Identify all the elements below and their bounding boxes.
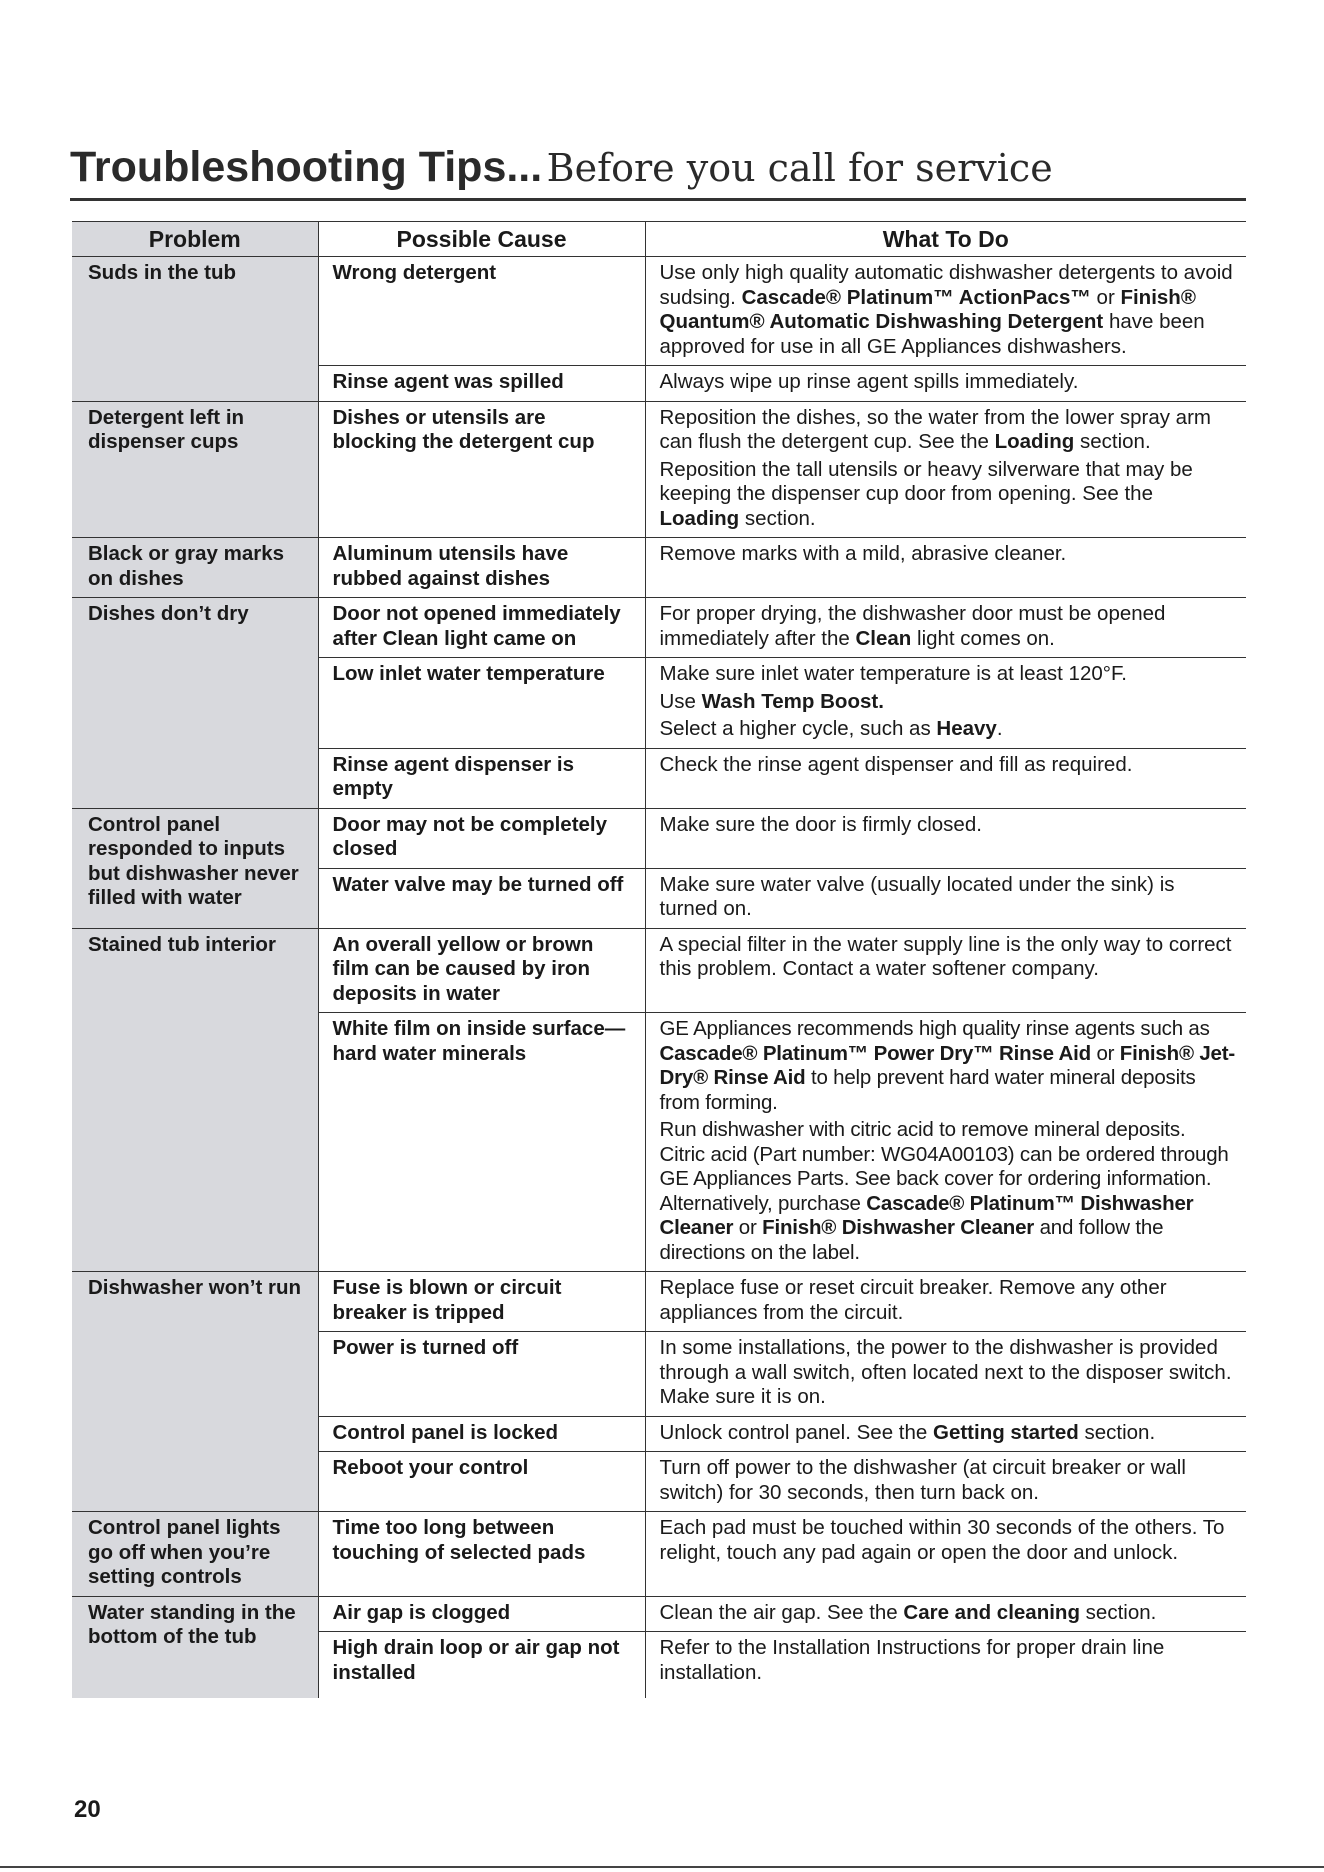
header-problem: Problem	[72, 222, 318, 257]
todo-cell	[645, 257, 1246, 366]
page-title	[70, 143, 1053, 192]
todo-bold: Clean	[855, 626, 912, 650]
todo-bold: Cascade® Platinum™ Power Dry™ Rinse Aid	[659, 1041, 1091, 1065]
table-row	[72, 1272, 1246, 1332]
header-cause: Possible Cause	[318, 222, 645, 257]
table-row	[72, 1512, 1246, 1597]
todo-cell	[645, 598, 1246, 658]
todo-cell: Remove marks with a mild, abrasive cleaner.	[645, 538, 1246, 598]
table-row	[72, 598, 1246, 658]
table-row	[72, 928, 1246, 1013]
cause-cell: Low inlet water temperature	[318, 658, 645, 749]
todo-text: GE Appliances recommends high quality rinse agents such as	[659, 1017, 1210, 1040]
page-header	[70, 136, 1246, 201]
table-row	[72, 257, 1246, 366]
todo-bold: Care and cleaning	[903, 1600, 1080, 1624]
todo-text: Reposition the tall utensils or heavy silverware that may be keeping the dispenser cup door from opening. See the	[659, 457, 1193, 505]
todo-cell: Make sure the door is firmly closed.	[645, 808, 1246, 868]
todo-text: section.	[1079, 1600, 1157, 1624]
cause-cell: Time too long between touching of selected pads	[318, 1512, 645, 1597]
table-header-row	[72, 222, 1246, 257]
cause-cell: Dishes or utensils are blocking the detergent cup	[318, 401, 645, 538]
cause-cell: Door may not be completely closed	[318, 808, 645, 868]
todo-cell: Check the rinse agent dispenser and fill as required.	[645, 748, 1246, 808]
todo-cell: A special filter in the water supply line is the only way to correct this problem. Contact a water softener company.	[645, 928, 1246, 1013]
cause-cell: Reboot your control	[318, 1452, 645, 1512]
problem-cell: Stained tub interior	[72, 928, 318, 1272]
problem-cell: Control panel lights go off when you’re setting controls	[72, 1512, 318, 1597]
todo-text: For proper drying, the dishwasher door must be opened immediately after the	[659, 602, 1166, 650]
cause-cell: Rinse agent dispenser is empty	[318, 748, 645, 808]
table-row	[72, 1596, 1246, 1632]
todo-text: .	[996, 717, 1003, 740]
problem-cell: Suds in the tub	[72, 257, 318, 402]
table-row	[72, 401, 1246, 538]
cause-cell: An overall yellow or brown film can be caused by iron deposits in water	[318, 928, 645, 1013]
todo-cell: Refer to the Installation Instructions for proper drain line installation.	[659, 1636, 1165, 1684]
cause-cell: Fuse is blown or circuit breaker is tripped	[318, 1272, 645, 1332]
todo-cell	[645, 1013, 1246, 1272]
todo-text: or	[1090, 285, 1121, 309]
todo-text: section.	[739, 506, 816, 530]
table-row	[72, 808, 1246, 868]
todo-text: or	[733, 1216, 763, 1239]
todo-cell	[645, 1596, 1246, 1632]
todo-bold: Finish® Quantum® Automatic Dishwashing Detergent	[659, 285, 1196, 333]
todo-cell	[645, 658, 1246, 749]
cause-cell: Rinse agent was spilled	[318, 366, 645, 402]
problem-cell: Black or gray marks on dishes	[72, 538, 318, 598]
todo-bold: Heavy	[936, 717, 997, 740]
todo-text: have been approved for use in all GE Appliances dishwashers.	[659, 310, 1205, 358]
problem-cell: Dishes don’t dry	[72, 598, 318, 809]
cause-cell: Air gap is clogged	[318, 1596, 645, 1632]
problem-cell: Water standing in the bottom of the tub	[72, 1596, 318, 1698]
cause-cell: Control panel is locked	[318, 1416, 645, 1452]
todo-text: and follow the directions on the label.	[659, 1216, 1164, 1264]
page-number: 20	[74, 1796, 101, 1823]
bottom-divider	[0, 1866, 1324, 1868]
todo-text: Use only high quality automatic dishwasher detergents to avoid sudsing.	[659, 261, 1233, 309]
problem-cell: Detergent left in dispenser cups	[72, 401, 318, 538]
todo-text: or	[1090, 1041, 1120, 1065]
todo-cell: Make sure water valve (usually located under the sink) is turned on.	[645, 868, 1246, 928]
cause-cell: Aluminum utensils have rubbed against dishes	[318, 538, 645, 598]
todo-bold: Cascade® Platinum™ ActionPacs™	[741, 285, 1091, 309]
todo-cell: Turn off power to the dishwasher (at circuit breaker or wall switch) for 30 seconds, then turn back on.	[645, 1452, 1246, 1512]
todo-cell: In some installations, the power to the dishwasher is provided through a wall switch, often located next to the disposer switch. Make sure it is on.	[645, 1332, 1246, 1417]
cause-cell: White film on inside surface— hard water minerals	[318, 1013, 645, 1272]
todo-bold: Loading	[659, 506, 740, 530]
todo-bold: Finish® Dishwasher Cleaner	[762, 1216, 1035, 1239]
todo-cell: Replace fuse or reset circuit breaker. Remove any other appliances from the circuit.	[645, 1272, 1246, 1332]
cause-cell: Power is turned off	[318, 1332, 645, 1417]
todo-text: section.	[1078, 1420, 1156, 1444]
todo-text: Make sure inlet water temperature is at least 120°F.	[659, 662, 1127, 685]
title-bold: Troubleshooting Tips...	[70, 143, 543, 191]
table-row	[72, 538, 1246, 598]
todo-cell	[645, 1416, 1246, 1452]
todo-bold: Cascade® Platinum™ Dishwasher Cleaner	[659, 1191, 1194, 1239]
todo-text: Clean the air gap. See the	[659, 1600, 904, 1624]
todo-bold: Wash Temp Boost.	[701, 689, 884, 713]
troubleshooting-table	[72, 221, 1246, 1698]
todo-text: Run dishwasher with citric acid to remove mineral deposits. Citric acid (Part number: WG04A00103) can be ordered through GE Appliances Parts. See back cover for ordering information. Alternatively, purchase	[659, 1118, 1229, 1215]
cause-cell: Door not opened immediately after Clean light came on	[318, 598, 645, 658]
todo-text: light comes on.	[911, 626, 1055, 650]
todo-cell: Each pad must be touched within 30 seconds of the others. To relight, touch any pad again or open the door and unlock.	[645, 1512, 1246, 1597]
todo-text: Select a higher cycle, such as	[659, 717, 937, 740]
todo-cell: Always wipe up rinse agent spills immediately.	[645, 366, 1246, 402]
cause-cell: Water valve may be turned off	[318, 868, 645, 928]
cause-cell: High drain loop or air gap not installed	[318, 1632, 645, 1699]
todo-bold: Getting started	[933, 1420, 1079, 1444]
todo-bold: Finish® Jet-Dry® Rinse Aid	[659, 1041, 1236, 1089]
todo-text: Unlock control panel. See the	[659, 1420, 933, 1444]
header-todo: What To Do	[645, 222, 1246, 257]
todo-bold: Loading	[994, 430, 1075, 453]
todo-text: Use	[659, 689, 702, 713]
todo-text: section.	[1074, 430, 1151, 453]
title-serif: Before you call for service	[546, 146, 1053, 190]
problem-cell: Control panel responded to inputs but dishwasher never filled with water	[72, 808, 318, 928]
cause-cell: Wrong detergent	[318, 257, 645, 366]
todo-text: to help prevent hard water mineral deposits from forming.	[659, 1066, 1196, 1114]
todo-cell	[645, 401, 1246, 538]
todo-text: Reposition the dishes, so the water from the lower spray arm can flush the detergent cup. See the	[659, 405, 1211, 453]
problem-cell: Dishwasher won’t run	[72, 1272, 318, 1512]
